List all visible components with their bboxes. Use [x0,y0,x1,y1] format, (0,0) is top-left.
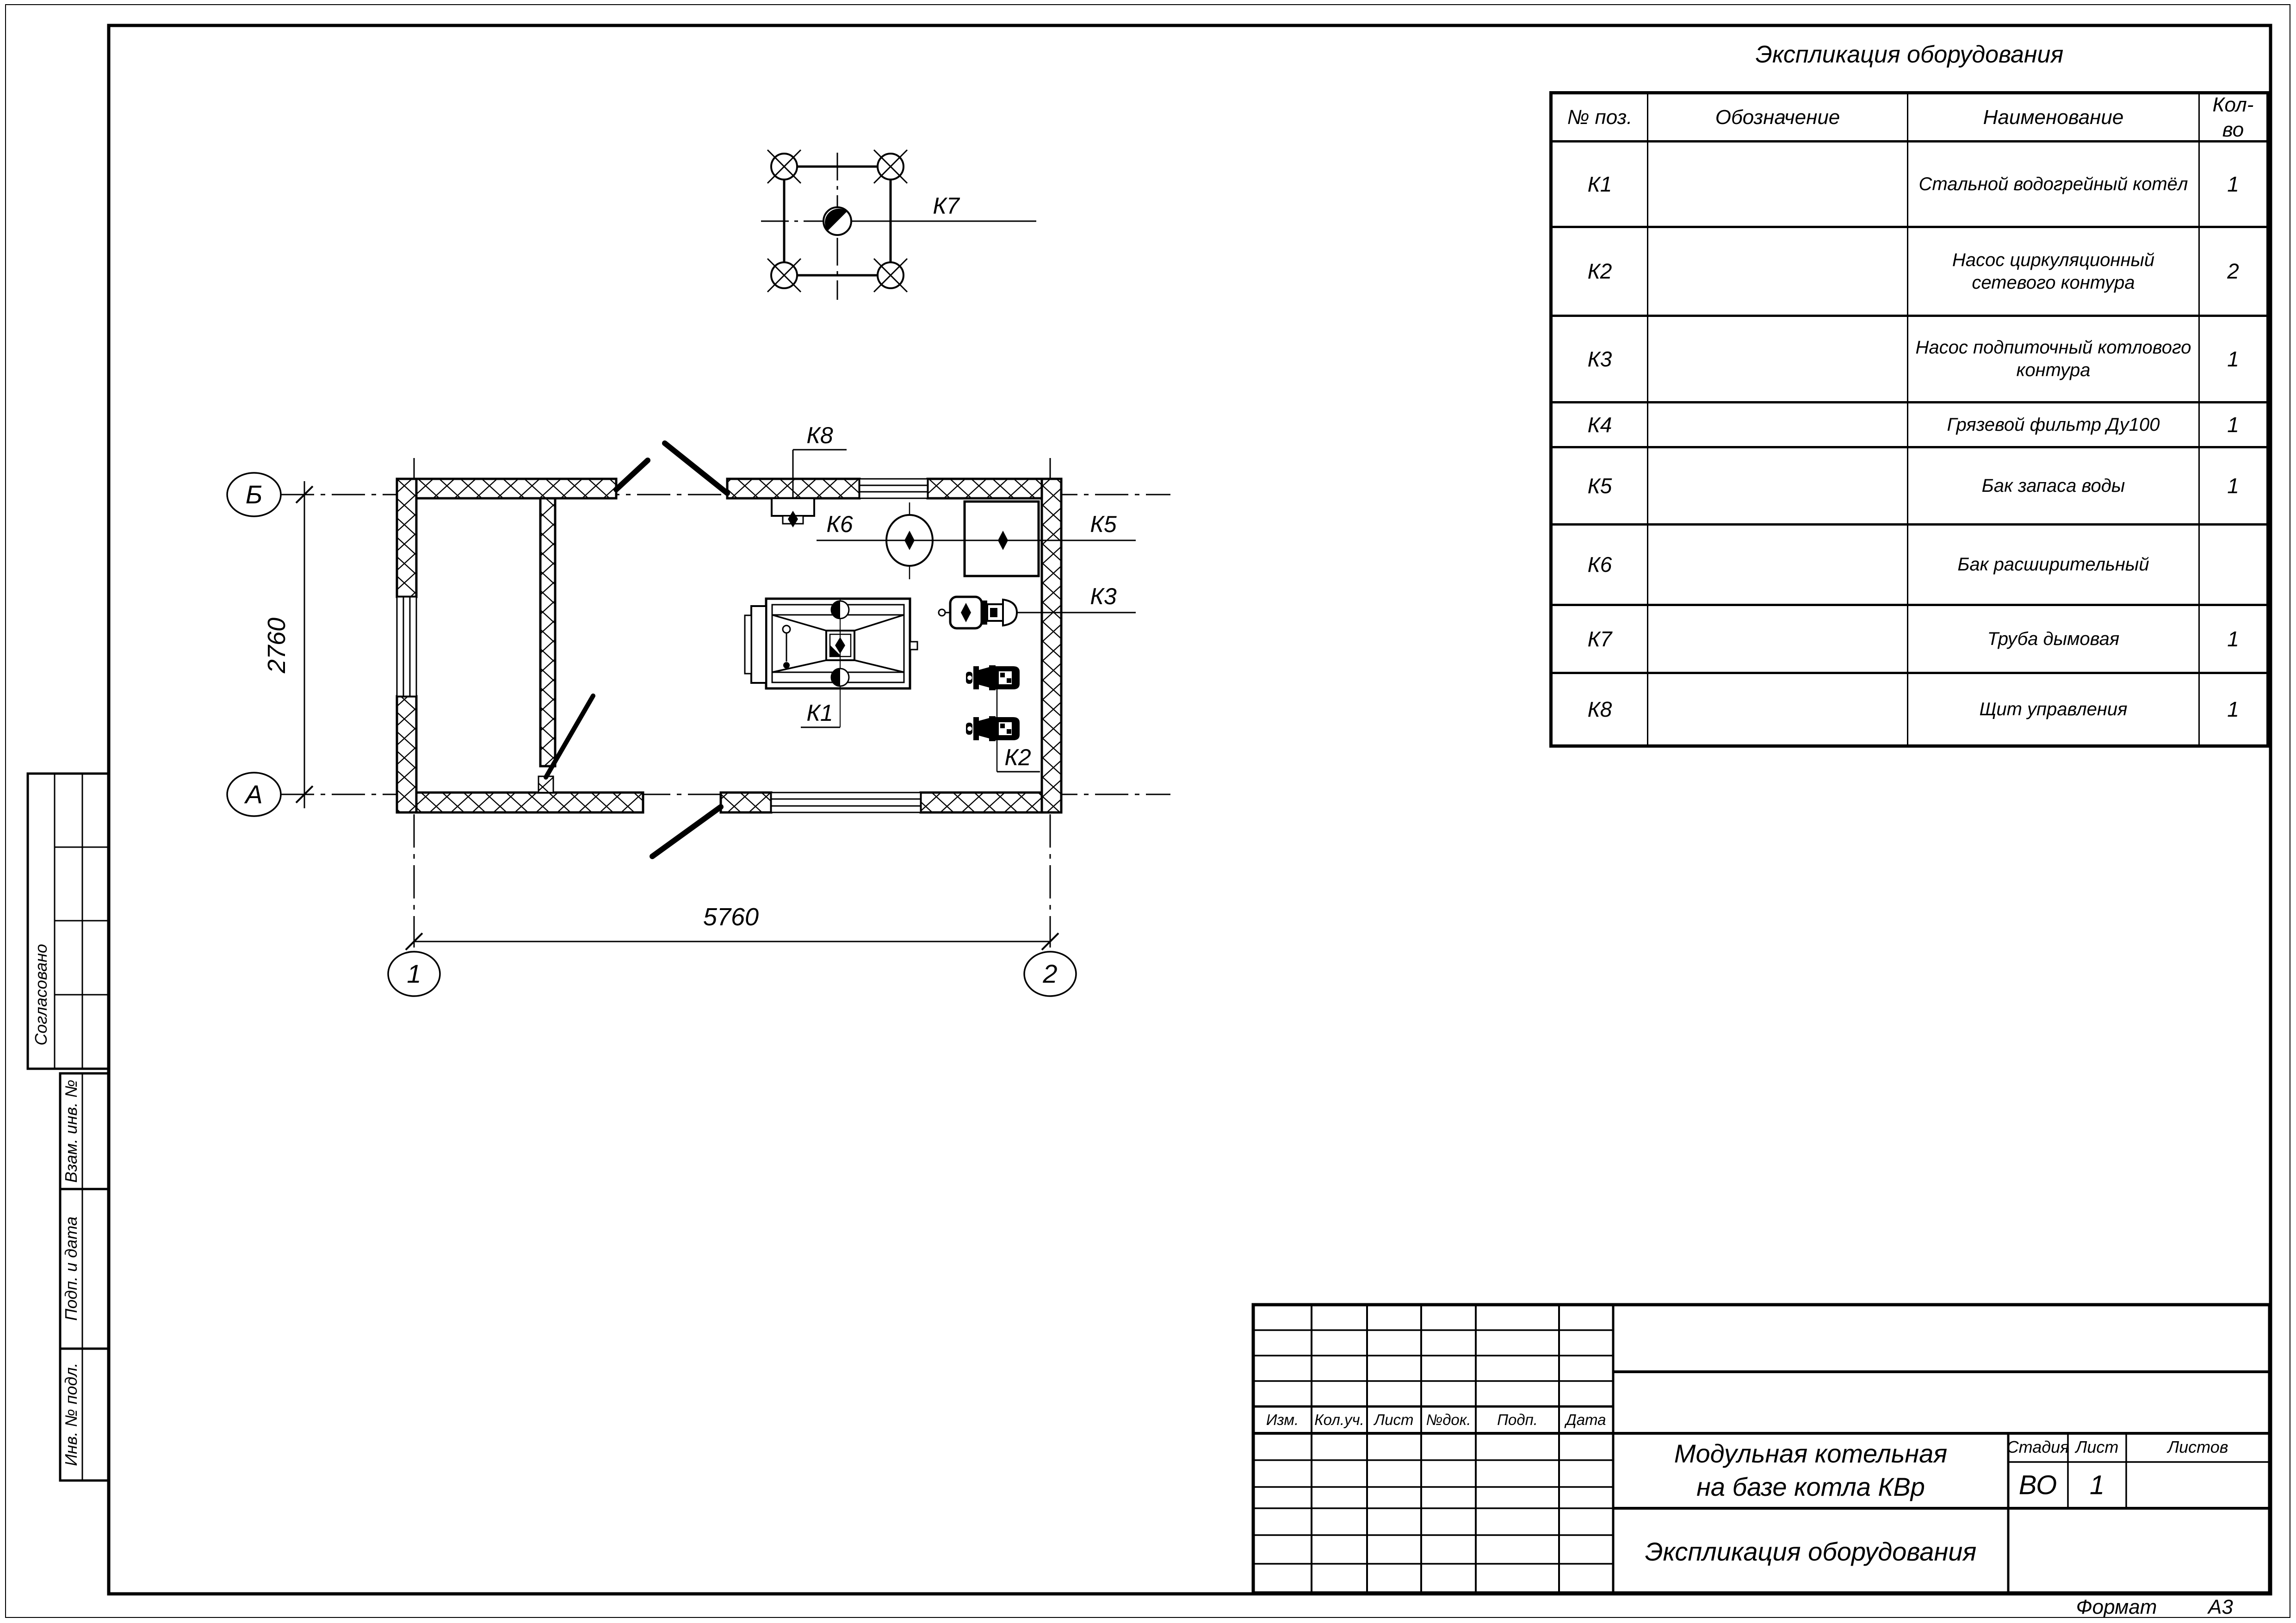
table-cell-name: Бак запаса воды [1908,448,2200,526]
axis-label-1: 1 [407,959,421,988]
label-k6: К6 [826,511,853,537]
table-cell-designation [1648,142,1908,228]
side-label-agreed: Согласовано [31,944,50,1046]
table-cell-name: Грязевой фильтр Ду100 [1908,403,2200,448]
table-cell-name: Насос циркуляционный сетевого контура [1908,228,2200,317]
revision-header-izm: Изм. [1266,1411,1299,1428]
sheets-label: Листов [2167,1437,2228,1456]
axis-bubbles [227,473,1076,996]
axis-label-A: А [245,780,263,809]
project-title-line1: Модульная котельная [1674,1439,1948,1468]
table-cell-qty: 1 [2200,403,2266,448]
wall-top-1 [416,479,616,498]
table-cell-qty: 1 [2200,142,2266,228]
table-cell-qty: 2 [2200,228,2266,317]
document-title: Экспликация оборудования [1645,1537,1977,1566]
axis-label-B: Б [245,480,263,509]
revision-header-ndok: №док. [1426,1411,1471,1428]
column-header-qty: Кол-во [2200,94,2266,142]
table-cell-name: Насос подпиточный котлового контура [1908,317,2200,403]
dim-height-label: 2760 [263,617,291,674]
side-label-inv-original: Инв. № подл. [62,1363,80,1466]
sheet-value: 1 [2089,1470,2105,1500]
table-cell-qty: 1 [2200,448,2266,526]
table-cell-name: Стальной водогрейный котёл [1908,142,2200,228]
project-title [1613,1437,2008,1504]
door-leaf-top-right [665,443,727,493]
wall-partition [540,498,555,766]
chimney-detail-k7 [761,150,1036,300]
revision-header-list: Лист [1374,1411,1414,1428]
wall-bottom-3 [921,793,1042,812]
stage-value: ВО [2018,1470,2057,1500]
wall-top-3 [928,479,1042,498]
column-header-name: Наименование [1908,94,2200,142]
wall-left-lower [397,696,416,812]
table-cell-qty [2200,526,2266,606]
table-cell-pos: К6 [1553,526,1648,606]
stage-label: Стадия [2006,1437,2069,1456]
format-label: Формат [2076,1596,2157,1618]
k2-pump-1 [966,665,1020,690]
table-cell-qty: 1 [2227,697,2239,721]
table-cell-designation [1648,674,1908,744]
window-bottom [771,793,921,812]
equipment-table-title: Экспликация оборудования [1755,41,2064,68]
revision-header-koluch: Кол.уч. [1314,1411,1364,1428]
table-cell-pos: К7 [1553,606,1648,674]
label-k8: К8 [806,422,833,448]
column-header-pos: № поз. [1553,94,1648,142]
side-label-sign-date: Подп. и дата [62,1216,80,1321]
table-cell-name: Щит управления [1908,674,2200,744]
table-cell-designation [1648,317,1908,403]
k2-pump-2 [966,716,1020,741]
table-cell-designation [1648,606,1908,674]
door-leaf-bottom [652,807,721,856]
label-k1: К1 [806,700,833,726]
dim-width-label: 5760 [703,903,759,931]
door-leaf-top-left [616,460,648,489]
table-cell-pos: К4 [1553,403,1648,448]
table-cell-designation [1648,228,1908,317]
table-cell-pos: К2 [1553,228,1648,317]
side-label-replace-inv: Взам. инв. № [62,1079,80,1183]
label-k7: К7 [933,193,959,219]
table-cell-pos: К3 [1553,317,1648,403]
table-cell-name: Бак расширительный [1908,526,2200,606]
table-cell-pos: К8 [1553,674,1648,744]
revision-header-data: Дата [1566,1411,1606,1428]
table-cell-name: Труба дымовая [1908,606,2200,674]
label-k2: К2 [1004,744,1031,770]
wall-left-upper [397,479,416,597]
table-cell-designation [1648,403,1908,448]
format-value: А3 [2208,1596,2233,1618]
wall-right [1042,479,1061,812]
column-header-designation: Обозначение [1648,94,1908,142]
wall-bottom-2 [721,793,771,812]
k1-burner-plate [751,606,766,683]
wall-bottom-1 [416,793,643,812]
revision-header-podp: Подп. [1497,1411,1538,1428]
sheet-label: Лист [2075,1437,2119,1456]
window-left [397,597,416,696]
project-title-line2: на базе котла КВр [1696,1472,1925,1501]
axis-label-2: 2 [1043,959,1058,988]
table-cell-designation [1648,448,1908,526]
tanks-k5-k6 [817,502,1136,579]
k3-cap [1003,600,1017,626]
table-cell-qty: 1 [2200,317,2266,403]
label-k3: К3 [1090,583,1117,609]
window-top [860,479,928,498]
table-cell-pos: К1 [1553,142,1648,228]
label-k5: К5 [1090,511,1117,537]
table-cell-pos: К5 [1553,448,1648,526]
equipment-table [1549,91,2270,748]
table-cell-designation [1648,526,1908,606]
walls [397,479,1061,812]
table-cell-qty: 1 [2200,606,2266,674]
